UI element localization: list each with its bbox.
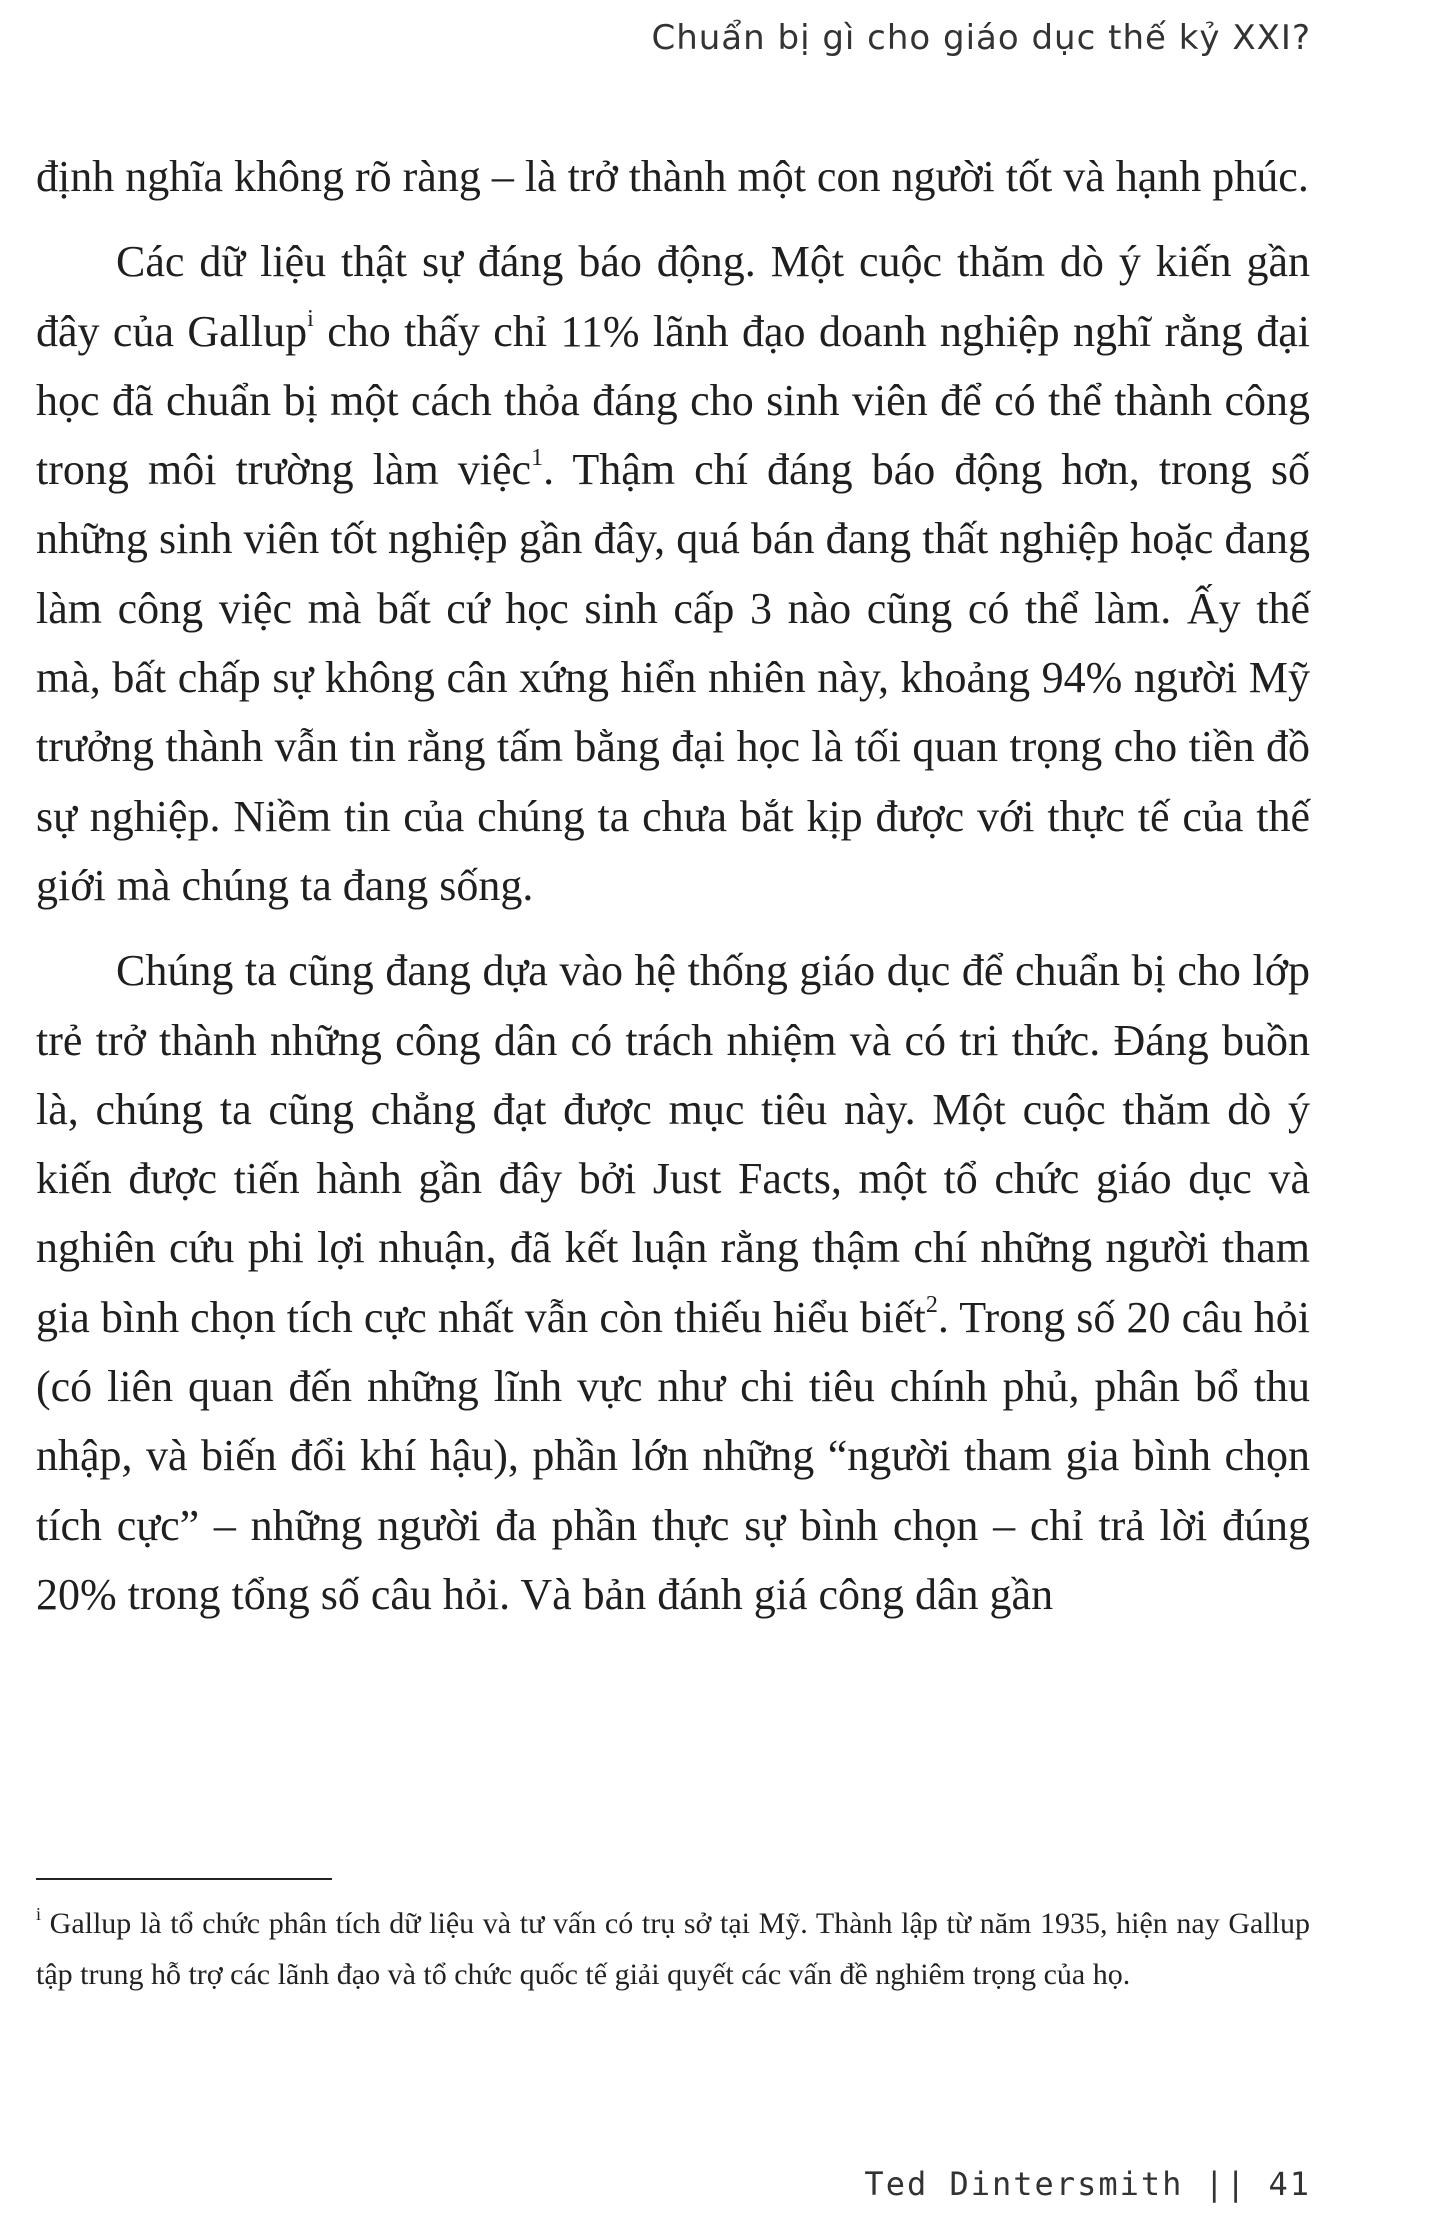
paragraph-3-text-a: Chúng ta cũng đang dựa vào hệ thống giáo dục để chuẩn bị cho lớp trẻ trở thành những công dân có trách nhiệm và có tri thức. Đáng buồn là, chúng ta cũng chẳng đạt được mục tiêu này. Một cuộc thăm dò ý kiến được tiến hành gần đây bởi Just Facts, một tổ chức giáo dục và nghiên cứu phi lợi nhuận, đã kết luận rằng thậm chí những người tham gia bình chọn tích cực nhất vẫn còn thiếu hiểu biết [36, 946, 1310, 1342]
footnote-ref-i[interactable]: i [307, 305, 314, 332]
paragraph-3-text-b: . Trong số 20 câu hỏi (có liên quan đến những lĩnh vực như chi tiêu chính phủ, phân bổ thu nhập, và biến đổi khí hậu), phần lớn những “người tham gia bình chọn tích cực” – những người đa phần thực sự bình chọn – chỉ trả lời đúng 20% trong tổng số câu hỏi. Và bản đánh giá công dân gần [36, 1292, 1310, 1619]
endnote-ref-2[interactable]: 2 [925, 1292, 938, 1319]
footnote [36, 1898, 1310, 2000]
footnote-divider [36, 1878, 332, 1880]
paragraph-3 [36, 936, 1310, 1629]
paragraph-2-text-c: . Thậm chí đáng báo động hơn, trong số những sinh viên tốt nghiệp gần đây, quá bán đang thất nghiệp hoặc đang làm công việc mà bất cứ học sinh cấp 3 nào cũng có thể làm. Ấy thế mà, bất chấp sự không cân xứng hiển nhiên này, khoảng 94% người Mỹ trưởng thành vẫn tin rằng tấm bằng đại học là tối quan trọng cho tiền đồ sự nghiệp. Niềm tin của chúng ta chưa bắt kịp được với thực tế của thế giới mà chúng ta đang sống. [36, 445, 1310, 910]
running-header-title: Chuẩn bị gì cho giáo dục thế kỷ XXI? [651, 18, 1311, 58]
main-text [36, 142, 1310, 1629]
paragraph-2-text-b: cho thấy chỉ 11% lãnh đạo doanh nghiệp nghĩ rằng đại học đã chuẩn bị một cách thỏa đáng cho sinh viên để có thể thành công trong môi trường làm việc [36, 306, 1310, 495]
paragraph-2 [36, 227, 1310, 920]
paragraph-1: định nghĩa không rõ ràng – là trở thành một con người tốt và hạnh phúc. [36, 152, 1309, 201]
footnote-marker: i [36, 1904, 42, 1924]
footnote-text: Gallup là tổ chức phân tích dữ liệu và tư vấn có trụ sở tại Mỹ. Thành lập từ năm 1935, hiện nay Gallup tập trung hỗ trợ các lãnh đạo và tổ chức quốc tế giải quyết các vấn đề nghiêm trọng của họ. [36, 1907, 1310, 1991]
endnote-ref-1[interactable]: 1 [531, 444, 544, 471]
paragraph-2-text-a: Các dữ liệu thật sự đáng báo động. Một cuộc thăm dò ý kiến gần đây của Gallup [36, 237, 1310, 356]
page-footer-folio: Ted Dintersmith || 41 [864, 2165, 1311, 2203]
